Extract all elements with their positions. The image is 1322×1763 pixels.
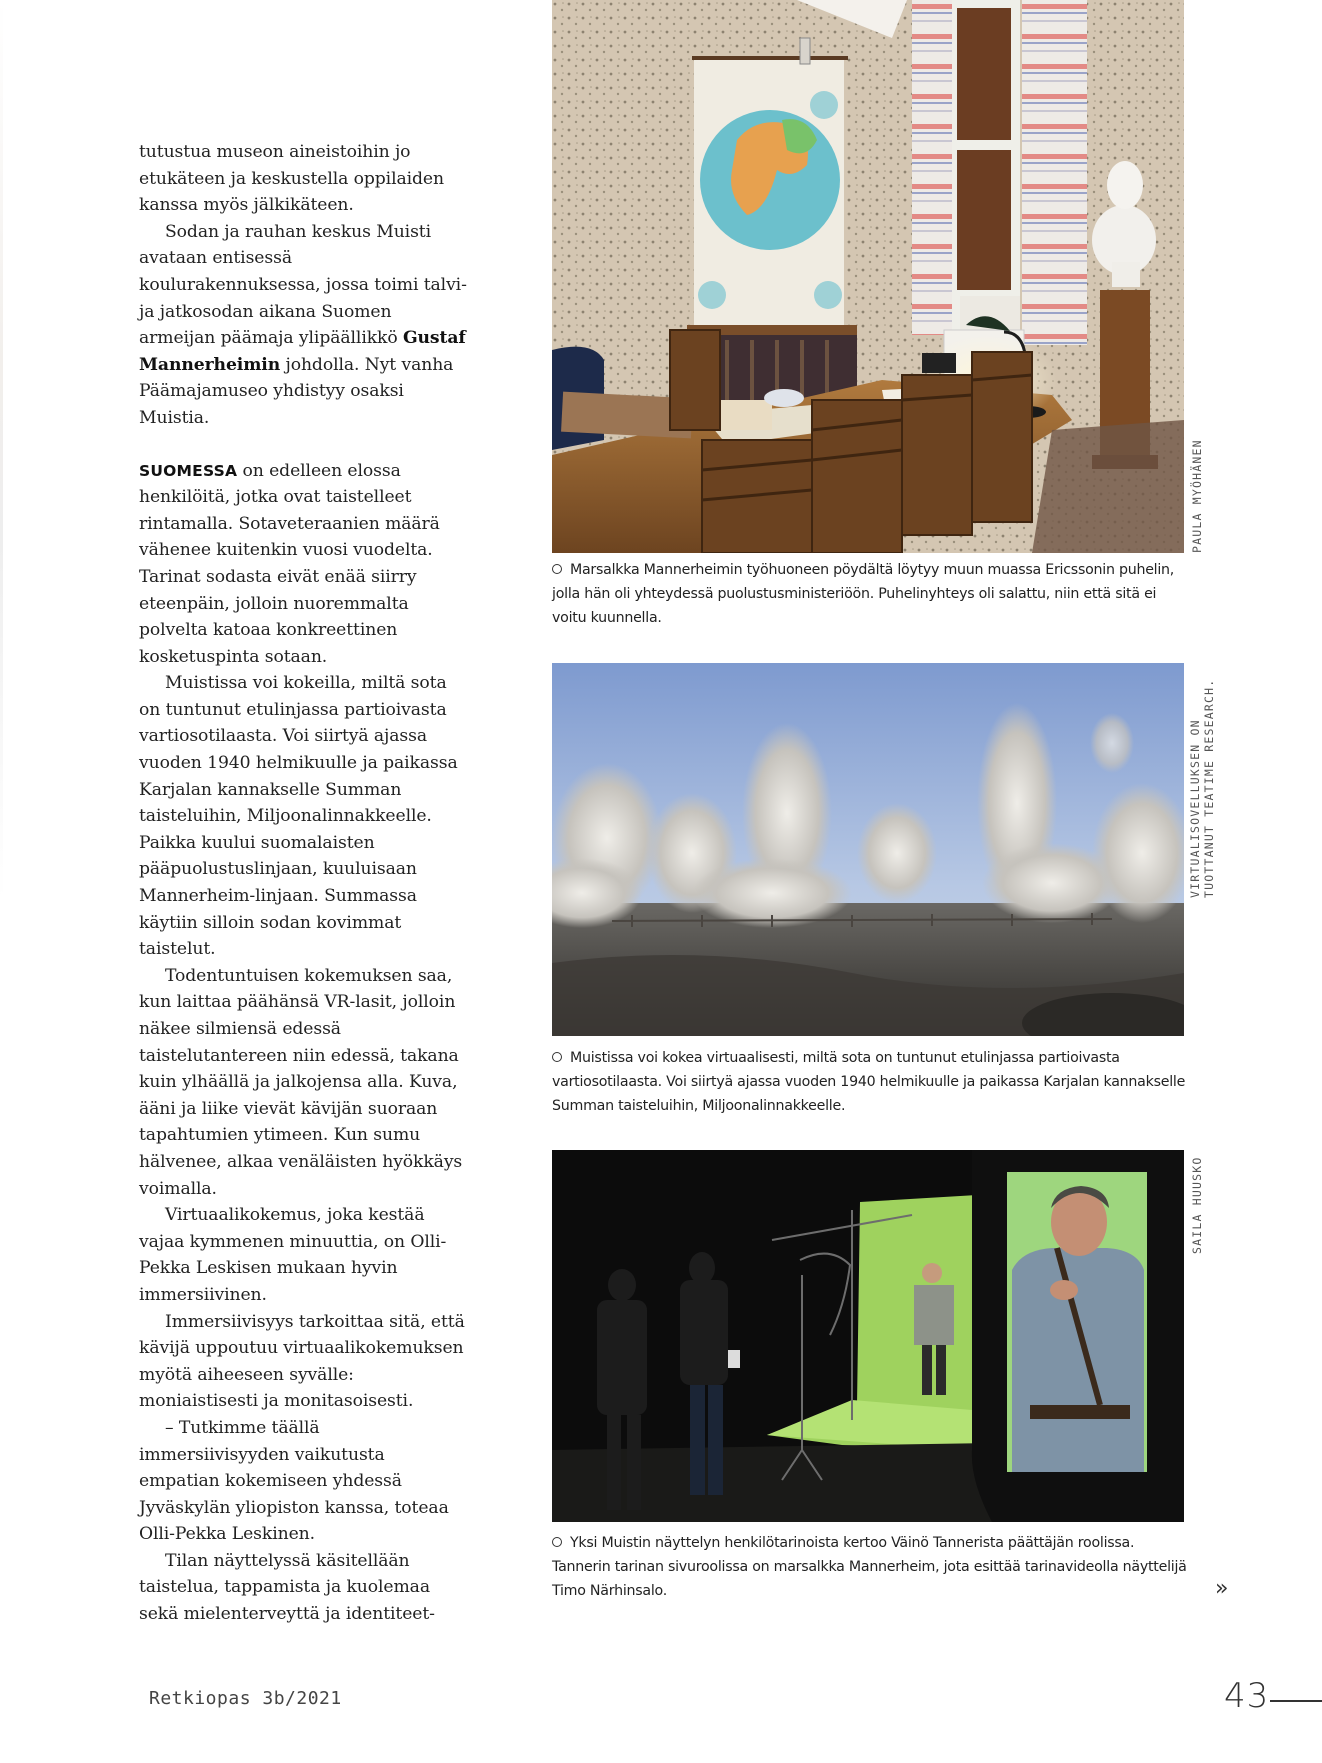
paragraph: Tilan näyttelyssä käsitellään taistelua, tappamista ja kuolemaa sekä mielenterveyttä ja identiteet- (139, 1550, 435, 1625)
previous-page-edge (0, 0, 3, 900)
battlefield-illustration (552, 663, 1184, 1036)
studio-illustration (552, 1150, 1184, 1522)
photo-credit: SAILA HUUSKO (1190, 1156, 1204, 1254)
paragraph: Virtuaalikokemus, joka kestää vajaa kymmenen minuuttia, on Olli-Pekka Leskisen mukaan hyvin immersiivinen. (139, 1205, 447, 1305)
paragraph: Todentuntuisen kokemuksen saa, kun laittaa päähänsä VR-lasit, jolloin näkee silmiensä edessä taistelutantereen niin edessä, takana kuin ylhäällä ja jalkojensa alla. Kuva, ääni ja liike vievät kävijän suoraan tapahtumien ytimeen. Kun sumu hälvenee, alkaa venäläisten hyökkäys voimalla. (139, 965, 463, 1199)
caption-bullet-icon (552, 1052, 562, 1062)
paragraph: tutustua museon aineistoihin jo etukäteen ja keskustella oppilaiden kanssa myös jälkikäteen. (139, 142, 444, 216)
photo-caption: Yksi Muistin näyttelyn henkilötarinoista kertoo Väinö Tannerista päättäjän roolissa. Tannerin tarinan sivuroolissa on marsalkka Mannerheim, jota esittää tarinavideolla näyttelijä Timo Närhinsalo. (552, 1535, 1187, 1599)
photo-credit: VIRTUALISOVELLUKSEN ON TUOTTANUT TEATIME RESEARCH. (1188, 678, 1216, 898)
lead-in-caps: SUOMESSA (139, 461, 238, 480)
continue-arrow-icon: » (1215, 1576, 1229, 1601)
paragraph: Sodan ja rauhan keskus Muisti avataan entisessä koulurakennuksessa, jossa toimi talvi- ja jatkosodan aikana Suomen armeijan päämaja ylipäällikkö Gustaf Mannerheimin johdolla. Nyt vanha Päämajamuseo yhdistyy osaksi Muistia. (139, 221, 467, 428)
magazine-issue: Retkiopas 3b/2021 (149, 1688, 342, 1709)
photo-mannerheim-study (552, 0, 1184, 553)
page-number: 43 (1224, 1676, 1270, 1716)
caption-bullet-icon (552, 564, 562, 574)
page-number-rule (1270, 1700, 1322, 1702)
bold-name: Gustaf Mannerheimin (139, 328, 466, 375)
photo-caption: Marsalkka Mannerheimin työhuoneen pöydältä löytyy muun muassa Ericssonin puhelin, jolla hän oli yhteydessä puolustusministeriöön. Puhelinyhteys oli salattu, niin että sitä ei voitu kuunnella. (552, 562, 1175, 626)
study-illustration (552, 0, 1184, 553)
paragraph: Immersiivisyys tarkoittaa sitä, että kävijä uppoutuu virtuaalikokemuksen myötä aiheeseen syvälle: moniaistisesti ja monitasoisesti. (139, 1311, 465, 1412)
caption-bullet-icon (552, 1537, 562, 1547)
paragraph: Muistissa voi kokeilla, miltä sota on tuntunut etulinjassa partioivasta vartiosotilaasta. Voi siirtyä ajassa vuoden 1940 helmikuulle ja paikassa Karjalan kannakselle Summan taisteluihin, Miljoonalinnakkeelle. Paikka kuului suomalaisten pääpuolustuslinjaan, kuuluisaan Mannerheim-linjaan. Summassa käytiin silloin sodan kovimmat taistelut. (139, 673, 458, 960)
article-body (139, 139, 469, 1628)
photo-greenscreen-studio (552, 1150, 1184, 1522)
photo-vr-battlefield (552, 663, 1184, 1036)
photo-credit: PAULA MYÖHÄNEN (1190, 439, 1204, 553)
quote-paragraph: – Tutkimme täällä immersiivisyyden vaikutusta empatian kokemiseen yhdessä Jyväskylän yliopiston kanssa, toteaa Olli-Pekka Leskinen. (139, 1417, 449, 1545)
section-paragraph: SUOMESSA on edelleen elossa henkilöitä, jotka ovat taistelleet rintamalla. Sotaveteraanien määrä vähenee kuitenkin vuosi vuodelta. Tarinat sodasta eivät enää siirry eteenpäin, jolloin nuoremmalta polvelta katoaa konkreettinen kosketuspinta sotaan. (139, 460, 440, 667)
photo-caption: Muistissa voi kokea virtuaalisesti, miltä sota on tuntunut etulinjassa partioivasta vartiosotilaasta. Voi siirtyä ajassa vuoden 1940 helmikuulle ja paikassa Karjalan kannakselle Summan taisteluihin, Miljoonalinnakkeelle. (552, 1050, 1186, 1114)
